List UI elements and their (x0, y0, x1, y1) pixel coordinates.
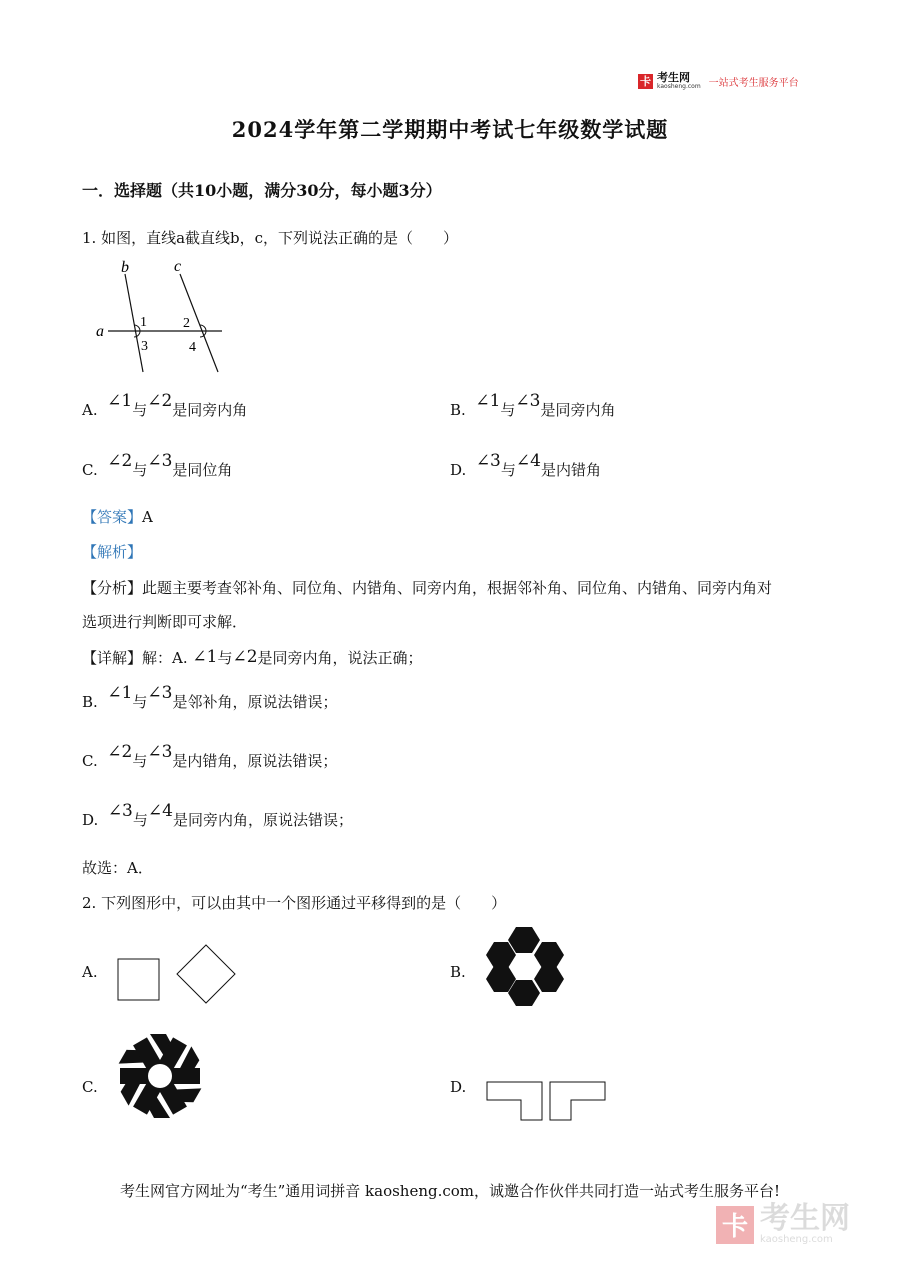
logo-url: kaosheng.com (657, 83, 701, 90)
option-text: 是内错角 (540, 461, 601, 479)
hexagon-shape (508, 927, 540, 953)
conj: 与 (132, 811, 148, 829)
q1-fenxi-line1: 【分析】此题主要考查邻补角、同位角、内错角、同旁内角，根据邻补角、同位角、内错角、同旁内角对 (82, 579, 773, 597)
conj: 与 (132, 693, 148, 711)
q1-detail (82, 648, 423, 668)
angle: ∠1 (107, 683, 133, 703)
answer-tag: 【答案】 (82, 508, 143, 526)
q2-figure-c (112, 1024, 208, 1124)
q1-answer (82, 507, 153, 527)
l-shape-mirrored (550, 1082, 605, 1120)
angle: ∠3 (147, 451, 173, 471)
label-2: 2 (183, 316, 190, 331)
option-label: B. (450, 401, 466, 419)
angle: ∠2 (107, 742, 133, 762)
angle: ∠4 (147, 801, 173, 821)
logo-slogan: 一站式考生服务平台 (708, 77, 799, 89)
conj: 与 (217, 649, 233, 667)
q1-fenxi-line2: 选项进行判断即可求解． (82, 613, 248, 631)
angle: ∠2 (232, 647, 258, 667)
center-hole-shape (148, 1064, 172, 1088)
label-3: 3 (141, 339, 148, 354)
watermark-name: 考生网 (760, 1201, 850, 1236)
angle: ∠3 (515, 391, 541, 411)
hexagon-shape (534, 966, 564, 992)
angle: ∠3 (147, 683, 173, 703)
q2-option-b-label: B. (450, 963, 466, 981)
conj: 与 (132, 752, 148, 770)
conj: 与 (132, 401, 148, 419)
q1-figure (88, 254, 233, 379)
q1-stem: 1. 如图，直线a截直线b，c，下列说法正确的是（ ） (82, 229, 459, 247)
q1-detail-d (82, 801, 353, 830)
q1-analysis-tag: 【解析】 (82, 543, 143, 561)
detail-text: 是邻补角，原说法错误； (172, 693, 338, 711)
label-b: b (121, 259, 129, 276)
q2-option-a-label: A. (82, 963, 98, 981)
header-logo (638, 72, 799, 90)
q1-conclusion: 故选：A． (82, 859, 153, 877)
label-c: c (174, 258, 182, 275)
page-title: 2024学年第二学期期中考试七年级数学试题 (231, 117, 669, 142)
hexagon-shape (534, 942, 564, 968)
watermark (716, 1201, 850, 1245)
conj: 与 (500, 461, 516, 479)
conj: 与 (132, 461, 148, 479)
option-label: C. (82, 752, 98, 770)
option-text: 是同旁内角 (172, 401, 248, 419)
hexagon-shape (486, 942, 516, 968)
watermark-url: kaosheng.com (760, 1234, 833, 1245)
logo-name: 考生网 (657, 71, 690, 84)
option-label: D. (82, 811, 99, 829)
option-text: 是同旁内角 (540, 401, 616, 419)
watermark-mark-icon: 卡 (716, 1206, 754, 1244)
rotated-square-shape (177, 945, 235, 1003)
l-shape (487, 1082, 542, 1120)
angle: ∠2 (107, 451, 133, 471)
angle: ∠1 (107, 391, 133, 411)
q2-figure-a (115, 942, 240, 1007)
detail-text: 是同旁内角，原说法错误； (172, 811, 353, 829)
option-text: 是同位角 (172, 461, 233, 479)
q1-option-c (82, 451, 233, 480)
q1-option-a (82, 391, 248, 420)
angle: ∠1 (475, 391, 501, 411)
q2-option-d-label: D. (450, 1078, 467, 1096)
q2-figure-b (484, 922, 568, 1008)
angle: ∠3 (107, 801, 133, 821)
q1-option-b (450, 391, 616, 420)
label-1: 1 (140, 315, 147, 330)
angle: ∠1 (192, 647, 218, 667)
conj: 与 (500, 401, 516, 419)
option-label: B. (82, 693, 98, 711)
angle: ∠3 (147, 742, 173, 762)
label-4: 4 (189, 340, 196, 355)
q2-stem: 2. 下列图形中，可以由其中一个图形通过平移得到的是（ ） (82, 894, 507, 912)
option-label: C. (82, 461, 98, 479)
q1-detail-b (82, 683, 338, 712)
section-heading: 一．选择题（共10小题，满分30分，每小题3分） (82, 181, 442, 200)
q2-option-c-label: C. (82, 1078, 98, 1096)
angle: ∠4 (515, 451, 541, 471)
angle: ∠2 (147, 391, 173, 411)
q1-detail-c (82, 742, 338, 771)
label-a: a (96, 323, 104, 340)
answer-value: A (142, 508, 153, 526)
detail-text: 是同旁内角，说法正确； (257, 649, 423, 667)
logo-mark-icon: 卡 (640, 75, 651, 88)
angle: ∠3 (475, 451, 501, 471)
option-label: D. (450, 461, 467, 479)
q2-figure-d (484, 1078, 610, 1124)
detail-head: 【详解】解：A. (82, 649, 193, 667)
option-label: A. (82, 401, 98, 419)
square-shape (118, 959, 159, 1000)
detail-text: 是内错角，原说法错误； (172, 752, 338, 770)
footer-text: 考生网官方网址为“考生”通用词拼音 kaosheng.com，诚邀合作伙伴共同打造一站式考生服务平台! (119, 1182, 781, 1200)
q1-option-d (450, 451, 601, 480)
